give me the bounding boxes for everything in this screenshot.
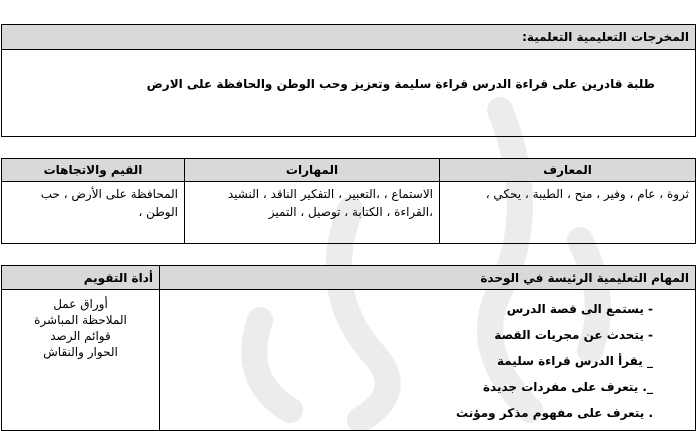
knowledge-cell — [439, 181, 696, 244]
task-item: _. يتعرف على مفردات جديدة — [482, 380, 653, 394]
tasks-header — [159, 265, 696, 290]
tasks-header-text: المهام التعليمية الرئيسة في الوحدة — [480, 270, 689, 285]
tools-cell — [1, 289, 160, 431]
tool-item: الحوار والنقاش — [43, 345, 118, 359]
tool-header — [1, 265, 160, 290]
knowledge-header-text: المعارف — [543, 163, 592, 177]
values-cell — [1, 181, 185, 244]
skills-header — [184, 158, 440, 182]
values-text: المحافظة على الأرض ، حب الوطن ، — [40, 187, 178, 219]
outcomes-box — [1, 49, 696, 137]
tasks-cell — [159, 289, 696, 431]
knowledge-text: ثروة ، عام ، وفير ، منح ، الطيبة ، يحكي ، — [485, 187, 689, 201]
outcomes-heading — [1, 24, 696, 50]
task-item: - يستمع الى قصة الدرس — [506, 302, 653, 316]
tool-header-text: أداة التقويم — [83, 270, 153, 285]
task-item: - يتحدث عن مجريات القصة — [494, 328, 653, 342]
values-header-text: القيم والاتجاهات — [43, 163, 143, 177]
knowledge-header — [439, 158, 696, 182]
tool-item: قوائم الرصد — [50, 329, 111, 343]
skills-cell — [184, 181, 440, 244]
task-item: . يتعرف على مفهوم مذكر ومؤنث — [456, 406, 653, 420]
tool-item: أوراق عمل — [53, 297, 108, 311]
tool-item: الملاحظة المباشرة — [34, 313, 127, 327]
skills-text: الاستماع ، ،التعبير ، التفكير الناقد ، النشيد ،القراءة ، الكتابة ، توصيل ، التميز — [227, 187, 433, 219]
outcomes-heading-text: المخرجات التعليمية التعلمية: — [522, 30, 689, 44]
values-header — [1, 158, 185, 182]
task-item: _ يقرأ الدرس قراءة سليمة — [496, 354, 653, 368]
outcomes-text: طلبة قادرين على قراءة الدرس قراءة سليمة وتعزيز وحب الوطن والحافظة على الارض — [146, 77, 655, 91]
skills-header-text: المهارات — [285, 163, 339, 177]
